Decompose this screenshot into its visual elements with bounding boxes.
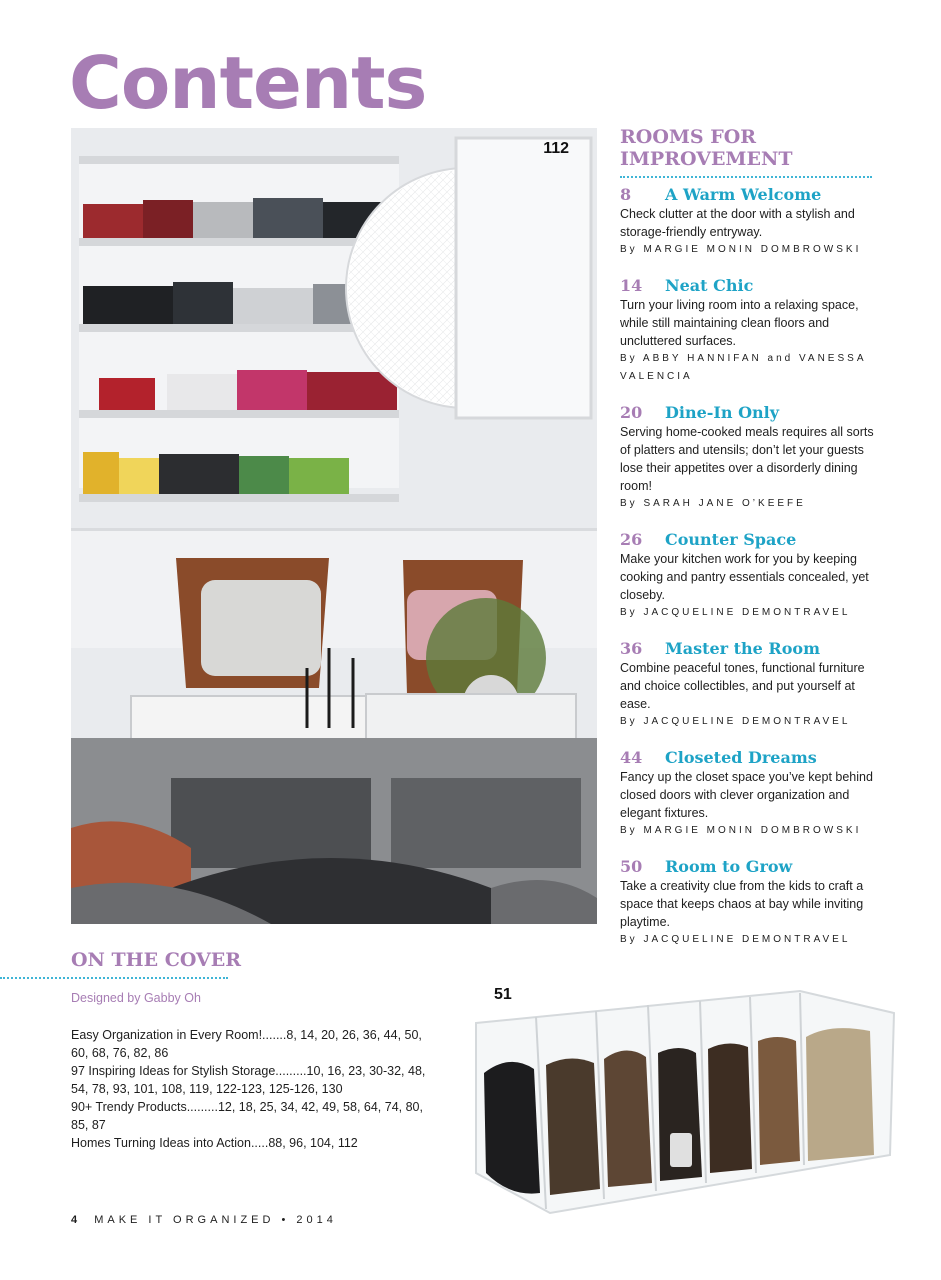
article-byline [620, 241, 882, 259]
folio-text: MAKE IT ORGANIZED • 2014 [94, 1214, 337, 1226]
page-footer [71, 1214, 337, 1226]
article-item [620, 530, 882, 622]
article-item [620, 403, 882, 513]
designed-by: Designed by Gabby Oh [71, 991, 201, 1005]
byline-authors: JACQUELINE DEMONTRAVEL [643, 934, 851, 945]
acrylic-organizer-illustration [470, 983, 900, 1215]
dotted-divider [620, 176, 872, 178]
article-byline [620, 604, 882, 622]
article-byline [620, 931, 882, 949]
byline-authors: SARAH JANE O’KEEFE [643, 498, 806, 509]
article-item [620, 276, 882, 386]
article-title[interactable]: Neat Chic [665, 276, 754, 295]
cover-line: Homes Turning Ideas into Action.....88, 96, 104, 112 [71, 1136, 358, 1150]
article-title[interactable]: Closeted Dreams [665, 748, 817, 767]
article-description: Turn your living room into a relaxing space, while still maintaining clean floors and uncluttered surfaces. [620, 298, 859, 348]
article-item [620, 185, 882, 259]
cover-line: Easy Organization in Every Room!.......8, 14, 20, 26, 36, 44, 50, 60, 68, 76, 82, 86 [71, 1028, 422, 1060]
article-description: Serving home-cooked meals requires all sorts of platters and utensils; don’t let your guests lose their appetites over a disorderly dining room! [620, 425, 874, 493]
byline-authors: JACQUELINE DEMONTRAVEL [643, 716, 851, 727]
article-page-number: 26 [620, 530, 643, 549]
article-page-number: 36 [620, 639, 643, 658]
byline-authors: JACQUELINE DEMONTRAVEL [643, 607, 851, 618]
article-list [620, 185, 882, 966]
article-description: Combine peaceful tones, functional furniture and choice collectibles, and put yourself at ease. [620, 661, 865, 711]
cover-heading: ON THE COVER [71, 949, 242, 971]
article-title[interactable]: Counter Space [665, 530, 797, 549]
rooms-heading: ROOMS FOR IMPROVEMENT [620, 126, 793, 170]
byline-prefix: By [620, 716, 638, 727]
article-byline [620, 713, 882, 731]
cover-line: 90+ Trendy Products.........12, 18, 25, 34, 42, 49, 58, 64, 74, 80, 85, 87 [71, 1100, 423, 1132]
byline-prefix: By [620, 498, 638, 509]
dotted-divider [0, 977, 228, 979]
article-item [620, 639, 882, 731]
page-title: Contents [69, 41, 427, 125]
article-page-number: 8 [620, 185, 632, 204]
byline-authors: MARGIE MONIN DOMBROWSKI [643, 244, 862, 255]
byline-authors: MARGIE MONIN DOMBROWSKI [643, 825, 862, 836]
article-description: Fancy up the closet space you’ve kept behind closed doors with clever organization and elegant fixtures. [620, 770, 873, 820]
article-page-number: 14 [620, 276, 643, 295]
photo-page-ref: 112 [543, 140, 569, 157]
article-page-number: 44 [620, 748, 643, 767]
article-title[interactable]: Dine-In Only [665, 403, 780, 422]
byline-authors: ABBY HANNIFAN and VANESSA VALENCIA [620, 353, 866, 382]
folio-number: 4 [71, 1214, 78, 1226]
article-page-number: 50 [620, 857, 643, 876]
article-byline [620, 495, 882, 513]
living-room-photo [71, 128, 597, 924]
article-title[interactable]: Master the Room [665, 639, 820, 658]
byline-prefix: By [620, 825, 638, 836]
byline-prefix: By [620, 607, 638, 618]
byline-prefix: By [620, 244, 638, 255]
living-room-illustration [71, 128, 597, 924]
article-page-number: 20 [620, 403, 643, 422]
article-title[interactable]: Room to Grow [665, 857, 793, 876]
article-title[interactable]: A Warm Welcome [665, 185, 822, 204]
article-byline [620, 350, 882, 386]
photo-page-ref: 51 [494, 986, 512, 1003]
article-item [620, 857, 882, 949]
cover-lines [71, 1026, 441, 1152]
article-description: Make your kitchen work for you by keeping cooking and pantry essentials concealed, yet closeby. [620, 552, 869, 602]
organizer-photo [470, 983, 900, 1215]
article-description: Check clutter at the door with a stylish and storage-friendly entryway. [620, 207, 855, 239]
cover-line: 97 Inspiring Ideas for Stylish Storage.........10, 16, 23, 30-32, 48, 54, 78, 93, 101, 108, 119, 122-123, 125-126, 130 [71, 1064, 426, 1096]
byline-prefix: By [620, 353, 638, 364]
article-byline [620, 822, 882, 840]
article-item [620, 748, 882, 840]
byline-prefix: By [620, 934, 638, 945]
article-description: Take a creativity clue from the kids to craft a space that keeps chaos at bay while inviting playtime. [620, 879, 864, 929]
